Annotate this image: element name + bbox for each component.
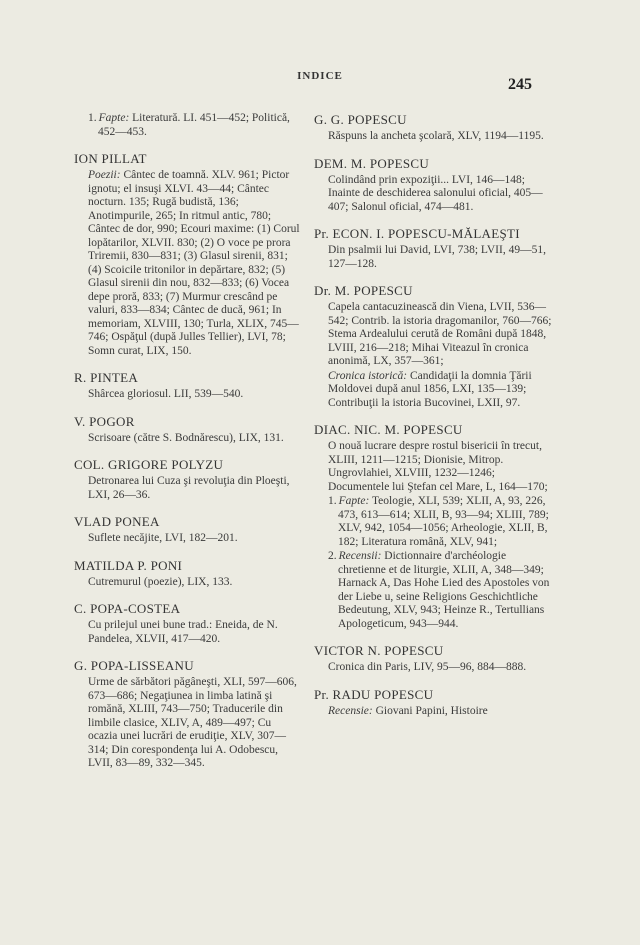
item-text: Shârcea gloriosul. LII, 539—540. [88,388,244,400]
item-text: Urme de sărbători păgâneşti, XLI, 597—606, 673—686; Negaţiunea in limba latină şi romănă, XLIII, 743—750; Traducerile din limbile clasice, XLIV, A, 489—497; Cu ocazia unei lucrări de erudiţie, XLV, 307—314; Din corespondenţa lui A. Odobescu, LVII, 83—89, 332—345. [88,676,297,769]
index-entry-pr-radu-popescu [314,687,552,719]
entry-item [328,661,552,675]
entry-item [328,244,552,271]
index-entry-vlad-ponea [74,514,302,546]
entry-item [88,475,302,502]
item-text: Detronarea lui Cuza şi revoluţia din Ploeşti, LXI, 26—36. [88,475,290,501]
item-label: Recensii: [338,550,382,562]
item-text: O nouă lucrare despre rostul bisericii în trecut, XLIII, 1211—1215; Dionisie, Mitrop. Ungrovlahiei, XLVIII, 1232—1246; Documentele lui Ştefan cel Mare, L, 164—170; [328,440,548,493]
index-entry-c-popa-costea [74,601,302,646]
index-entry-pr-econ-i-popescu-malaesti [314,226,552,271]
entry-item [88,576,302,590]
index-entry-g-popa-lisseanu [74,658,302,771]
item-label: Fapte: [98,112,130,124]
item-text: Răspuns la ancheta şcolară, XLV, 1194—1195. [328,130,544,142]
entry-item [88,388,302,402]
page-number: 245 [508,76,532,93]
index-entry-r-pintea [74,370,302,402]
item-label: Fapte: [338,495,370,507]
index-entry-col-grigore-polyzu [74,457,302,502]
entry-item [88,676,302,771]
item-label: Recensie: [328,704,373,717]
author-name: DIAC. NIC. M. POPESCU [314,422,463,437]
author-name: VICTOR N. POPESCU [314,643,444,658]
item-number: 2. [328,550,337,562]
item-text: Cântec de toamnă. XLV. 961; Pictor ignotu; el insuşi XLVI. 43—44; Cântec nocturn. 135; Rugă budistă, 136; Anotimpurile, 265; In ritmul antic, 780; Cântec de dor, 990; Ecouri maxime: (1) Corul lopătarilor, XLVII. 830; (2) O voce pe prora Triremii, 830—831; (3) Glasul sirenii, 831; (4) Scoicile tritonilor in depărtare, 832; (5) Glasul sirenii din nou, 832—833; (6) Vocea depe proră, 833; (7) Murmur crescând pe valuri, 833—834; Cântec de ducă, 961; In memoriam, XLVIII, 130; Turla, XLIX, 745—746; Ospăţul (după Julles Tellier), LVI, 78; Somn curat, LIX, 150. [88,169,300,357]
item-text: Suflete necăjite, LVI, 182—201. [88,532,238,544]
entry-item [328,130,552,144]
item-text: Literatură. LI. 451—452; Politică, 452—453. [98,112,290,138]
index-entry-dr-m-popescu [314,283,552,410]
entry-item [88,169,302,358]
item-text: Candidaţii la domnia Ţării Moldovei după anul 1856, LXI, 135—139; Contribuţii la istoria Bucovinei, LXII, 97. [328,369,532,409]
author-name: MATILDA P. PONI [74,557,183,573]
author-name: Dr. M. POPESCU [314,283,413,298]
index-entry-victor-n-popescu [314,643,552,675]
index-entry-matilda-p-poni [74,558,302,590]
author-name: ION PILLAT [74,151,147,166]
index-entry-g-g-popescu [314,112,552,144]
item-text: Cronica din Paris, LIV, 95—96, 884—888. [328,661,527,673]
item-text: Cu prilejul unei bune trad.: Eneida, de N. Pandelea, XLVII, 417—420. [88,619,278,645]
item-text: Colindând prin expoziţii... LVI, 146—148; Inainte de deschiderea salonului oficial, 405—407; Salonul oficial, 474—481. [328,173,543,213]
right-column [314,112,552,730]
left-column [74,112,302,783]
index-entry-ion-pillat [74,151,302,358]
author-name: Pr. RADU POPESCU [314,686,434,702]
index-entry-entry [74,112,302,139]
entry-item [328,705,552,719]
item-text: Capela cantacuzinească din Viena, LVII, 536—542; Contrib. la istoria dragomanilor, 760—766; Stema Ardealului cerută de Români după 1848, LVIII, 216—218; Mihai Viteazul în cronica anonimă, LX, 357—361; [328,301,552,367]
author-name: DEM. M. POPESCU [314,155,430,171]
author-name: V. POGOR [74,413,135,429]
item-text: Dictionnaire d'archéologie chretienne et de liturgie, XLII, A, 348—349; Harnack A, Das Hohe Lied des Apostoles von der Liebe u, seine Religions Geschichtliche Bedeutung, XLV, 943; Heinze R., Tertullians Apologeticum, 943—944. [338,550,550,630]
entry-item [88,432,302,446]
author-name: R. PINTEA [74,370,139,385]
entry-item [88,112,302,139]
item-number: 1. [328,495,337,507]
page-header-title: INDICE [297,70,343,82]
item-text: Cutremurul (poezie), LIX, 133. [88,575,233,588]
entry-item [328,495,552,549]
entry-item [328,370,552,411]
entry-item [88,619,302,646]
author-name: COL. GRIGORE POLYZU [74,457,224,472]
author-name: G. POPA-LISSEANU [74,658,194,673]
item-text: Teologie, XLI, 539; XLII, A, 93, 226, 473, 613—614; XLII, B, 93—94; XLIII, 789; XLV, 942, 1054—1056; Arheologie, XLII, B, 182; Literatura română, XLV, 941; [338,495,549,548]
index-entry-v-pogor [74,414,302,446]
entry-item [328,440,552,494]
index-entry-diac-nic-m-popescu [314,422,552,631]
item-text: Din psalmii lui David, LVI, 738; LVII, 49—51, 127—128. [328,244,546,270]
item-label: Cronica istorică: [328,369,408,382]
index-entry-dem-m-popescu [314,156,552,215]
entry-item [328,550,552,631]
author-name: Pr. ECON. I. POPESCU-MĂLAEŞTI [314,226,520,241]
author-name: C. POPA-COSTEA [74,601,181,616]
entry-item [88,532,302,546]
author-name: VLAD PONEA [74,514,160,529]
entry-item [328,174,552,215]
item-text: Scrisoare (către S. Bodnărescu), LIX, 131. [88,431,284,444]
item-text: Giovani Papini, Histoire [372,704,488,717]
entry-item [328,301,552,369]
item-number: 1. [88,112,97,124]
item-label: Poezii: [88,169,121,181]
author-name: G. G. POPESCU [314,112,407,127]
